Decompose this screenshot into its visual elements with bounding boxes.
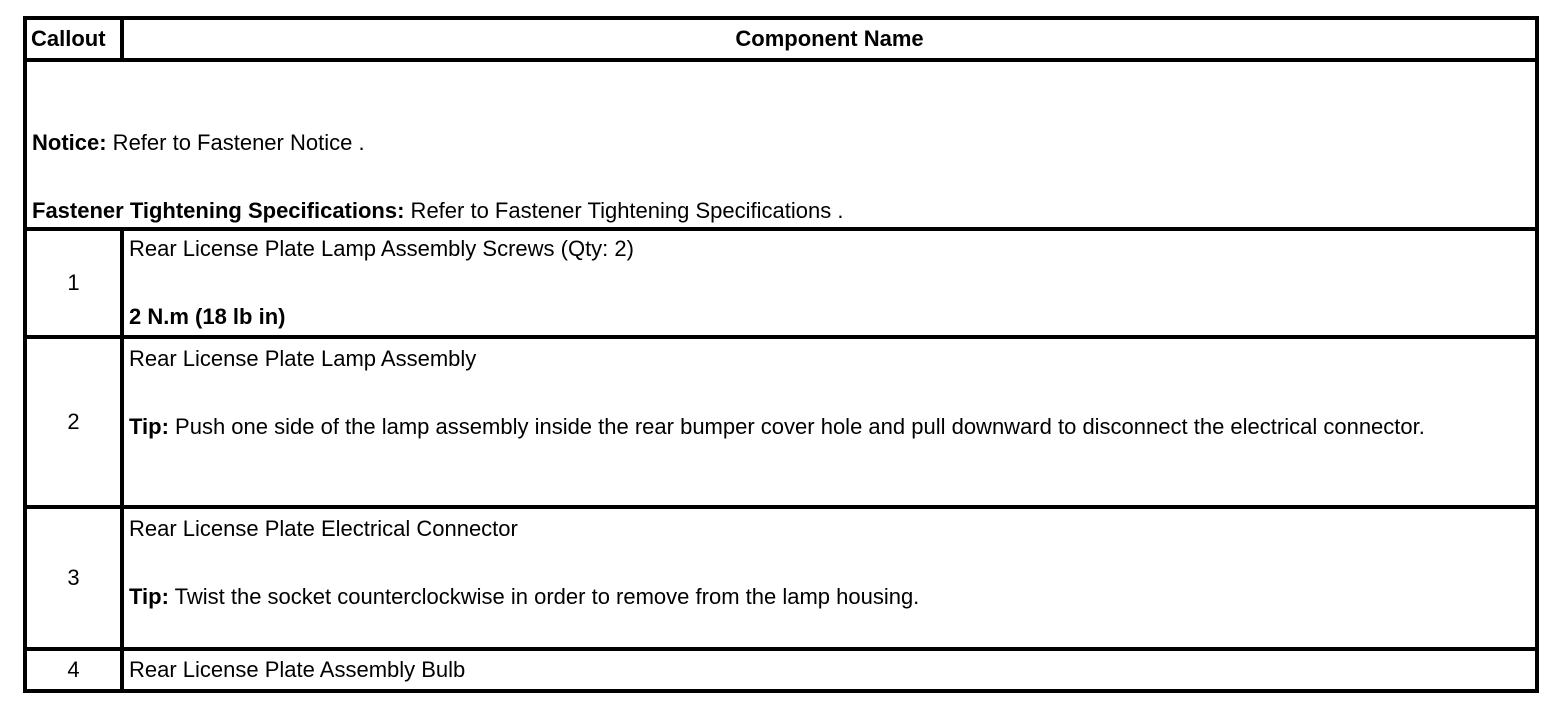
component-name-cell [122, 507, 1537, 649]
spec-text: Refer to Fastener Tightening Specifications . [404, 198, 844, 223]
component-name-cell [122, 337, 1537, 507]
tip-line [129, 583, 1530, 611]
notice-label: Notice: [32, 130, 107, 155]
component-name: Rear License Plate Electrical Connector [129, 516, 518, 541]
table-row [25, 649, 1537, 691]
callout-number: 3 [25, 507, 122, 649]
component-table [23, 16, 1539, 693]
tip-text: Twist the socket counterclockwise in order to remove from the lamp housing. [168, 584, 920, 609]
callout-number: 1 [25, 229, 122, 337]
table-row [25, 229, 1537, 337]
component-name: Rear License Plate Lamp Assembly Screws (Qty: 2) [129, 236, 634, 261]
header-callout: Callout [25, 18, 122, 60]
component-name: Rear License Plate Assembly Bulb [122, 649, 1537, 691]
component-name-cell [122, 229, 1537, 337]
tip-label: Tip: [129, 414, 169, 439]
component-name: Rear License Plate Lamp Assembly [129, 346, 477, 371]
notice-text: Refer to Fastener Notice . [106, 130, 365, 155]
tip-line [129, 413, 1530, 441]
notice-cell [25, 60, 1537, 229]
table-row [25, 337, 1537, 507]
notice-line [32, 129, 1530, 157]
tip-label: Tip: [129, 584, 169, 609]
tip-text: Push one side of the lamp assembly inside the rear bumper cover hole and pull downward to disconnect the electrical connector. [168, 414, 1425, 439]
spec-line [32, 197, 1530, 225]
callout-number: 4 [25, 649, 122, 691]
notice-row [25, 60, 1537, 229]
torque-spec-value: 2 N.m (18 lb in) [129, 304, 286, 329]
header-component-name: Component Name [122, 18, 1537, 60]
spec-label: Fastener Tightening Specifications: [32, 198, 405, 223]
torque-spec [129, 303, 1530, 331]
callout-number: 2 [25, 337, 122, 507]
table-row [25, 507, 1537, 649]
table-header-row [25, 18, 1537, 60]
